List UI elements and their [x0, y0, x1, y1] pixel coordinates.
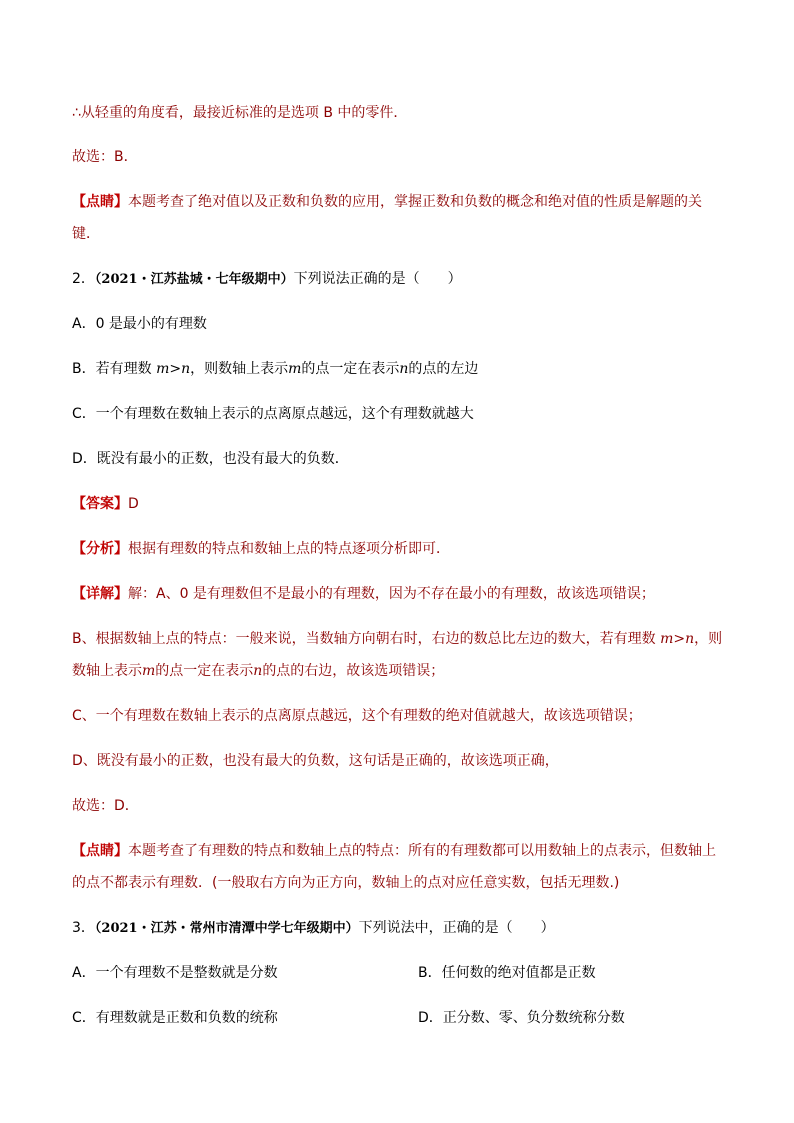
math-m: m [660, 631, 674, 647]
comment-tag: 【点睛】 [72, 843, 128, 859]
analysis-tag: 【分析】 [72, 541, 128, 557]
detail-tag: 【详解】 [72, 586, 128, 602]
question-number: 2． [72, 271, 95, 287]
math-m: m [288, 361, 302, 377]
detail-text: B、根据数轴上点的特点：一般来说，当数轴方向朝右时，右边的数总比左边的数大，若有理数 [72, 631, 661, 647]
q2-detail-d: D、既没有最小的正数，也没有最大的负数，这句话是正确的，故该选项正确， [72, 753, 559, 769]
math-n: n [181, 361, 191, 377]
q2-stem-line [72, 270, 462, 288]
answer-tag: 【答案】 [72, 496, 128, 512]
q1-choose: 故选：B． [72, 149, 138, 165]
math-n: n [399, 361, 409, 377]
detail-text: ，则 [694, 631, 723, 647]
q2-detail-c: C、一个有理数在数轴上表示的点离原点越远，这个有理数的绝对值就越大，故该选项错误； [72, 708, 642, 724]
comment-text: 本题考查了绝对值以及正数和负数的应用，掌握正数和负数的概念和绝对值的性质是解题的关 [128, 194, 702, 210]
math-n: n [685, 631, 695, 647]
q2-option-a: A．0 是最小的有理数 [72, 316, 207, 332]
q3-options-row2 [72, 1009, 722, 1027]
q2-option-d: D．既没有最小的正数，也没有最大的负数． [72, 451, 349, 467]
q3-option-a: A．一个有理数不是整数就是分数 [72, 965, 278, 981]
math-gt: > [169, 361, 182, 377]
detail-text: 的点的右边，故该选项错误； [262, 663, 445, 679]
q2-analysis [72, 540, 450, 558]
option-b-text: 的点一定在表示 [301, 361, 400, 377]
q2-comment-line2: 的点不都表示有理数．(一般取右方向为正方向，数轴上的点对应任意实数，包括无理数.) [72, 875, 620, 891]
question-source: （2021・江苏盐城・七年级期中） [94, 272, 294, 287]
question-number: 3． [72, 920, 95, 936]
option-b-text: ，则数轴上表示 [190, 361, 289, 377]
q2-comment-line1 [72, 842, 716, 860]
math-gt: > [673, 631, 686, 647]
option-b-text: B．若有理数 [72, 361, 157, 377]
analysis-text: 根据有理数的特点和数轴上点的特点逐项分析即可． [128, 541, 450, 557]
q2-answer [72, 495, 139, 513]
q3-stem-line [72, 919, 555, 937]
question-source: （2021・江苏・常州市清潭中学七年级期中） [94, 921, 359, 936]
answer-value: D [128, 496, 139, 512]
option-b-text: 的点的左边 [408, 361, 479, 377]
comment-tag: 【点睛】 [72, 194, 128, 210]
q2-option-b [72, 360, 478, 378]
math-m: m [142, 663, 156, 679]
q2-option-c: C．一个有理数在数轴上表示的点离原点越远，这个有理数就越大 [72, 406, 474, 422]
q3-option-b: B．任何数的绝对值都是正数 [418, 965, 596, 981]
q2-choose: 故选：D． [72, 798, 139, 814]
q2-detail-b-line2 [72, 662, 444, 680]
comment-text: 本题考查了有理数的特点和数轴上点的特点：所有的有理数都可以用数轴上的点表示，但数轴上 [128, 843, 716, 859]
q3-option-d: D．正分数、零、负分数统称分数 [418, 1010, 625, 1026]
detail-text: 的点一定在表示 [155, 663, 254, 679]
question-stem: 下列说法中，正确的是（ ） [358, 920, 555, 936]
math-n: n [253, 663, 263, 679]
detail-text: 数轴上表示 [72, 663, 142, 679]
q3-option-c: C．有理数就是正数和负数的统称 [72, 1010, 278, 1026]
q3-options-row1 [72, 964, 722, 982]
math-m: m [156, 361, 170, 377]
q1-comment-line2: 键． [72, 226, 100, 242]
question-stem: 下列说法正确的是（ ） [293, 271, 462, 287]
detail-text: 解：A、0 是有理数但不是最小的有理数，因为不存在最小的有理数，故该选项错误； [128, 586, 655, 602]
q2-detail-a [72, 585, 655, 603]
q1-conclusion: ∴从轻重的角度看，最接近标准的是选项 B 中的零件． [72, 105, 408, 121]
q2-detail-b-line1 [72, 630, 722, 648]
q1-comment-line1 [72, 193, 702, 211]
